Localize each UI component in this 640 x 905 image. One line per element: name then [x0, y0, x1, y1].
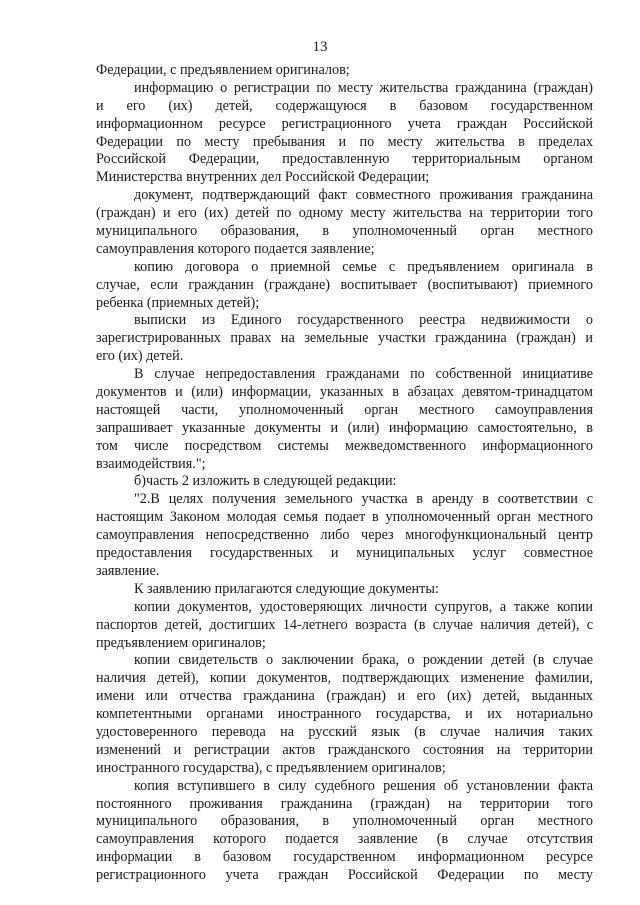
- text-line: имени или отчества гражданина (граждан) и его (их) детей, выданных: [96, 688, 593, 705]
- text-line: компетентными органами иностранного государства, и их нотариально: [96, 706, 593, 723]
- text-line: регистрационного учета граждан Российской Федерации по месту: [96, 867, 593, 884]
- text-line: его (их) детей.: [96, 348, 184, 365]
- text-line: информацию о регистрации по месту жительства гражданина (граждан): [134, 79, 593, 96]
- text-line: паспортов детей, достигших 14-летнего возраста (в случае наличия детей), с: [96, 616, 593, 633]
- text-line: Министерства внутренних дел Российской Федерации;: [96, 169, 430, 186]
- text-line: случае, если гражданин (граждане) воспитывает (воспитывают) приемного: [96, 276, 593, 293]
- page-number: 13: [312, 39, 328, 55]
- text-line: взаимодействия.";: [96, 455, 206, 472]
- text-line: запрашивает указанные документы и (или) информацию самостоятельно, в: [96, 419, 593, 436]
- text-line: документ, подтверждающий факт совместного проживания гражданина: [134, 187, 593, 204]
- text-line: (граждан) и его (их) детей по одному месту жительства на территории того: [96, 205, 593, 222]
- text-line: изменений и регистрации актов гражданского состояния на территории: [96, 741, 593, 758]
- text-line: настоящим Законом молодая семья подает в уполномоченный орган местного: [96, 509, 593, 526]
- text-line: муниципального образования, в уполномоченный орган местного: [96, 813, 593, 830]
- text-line: зарегистрированных правах на земельные участки гражданина (граждан) и: [96, 330, 593, 347]
- text-line: наличия детей), копии документов, подтверждающих изменение фамилии,: [96, 670, 593, 687]
- text-line: копии свидетельств о заключении брака, о рождении детей (в случае: [134, 652, 593, 669]
- text-line: и его (их) детей, содержащуюся в базовом государственном: [96, 97, 593, 114]
- text-line: копии документов, удостоверяющих личности супругов, а также копии: [134, 598, 593, 615]
- text-line: информации в базовом государственном информационном ресурсе: [96, 849, 593, 866]
- text-line: б)часть 2 изложить в следующей редакции:: [134, 473, 397, 490]
- text-line: ребенка (приемных детей);: [96, 294, 260, 311]
- text-line: самоуправления непосредственно либо через многофункциональный центр: [96, 527, 593, 544]
- text-line: Федерации, с предъявлением оригиналов;: [96, 62, 350, 78]
- text-line: самоуправления которого подается заявление;: [96, 240, 375, 257]
- text-line: том числе посредством системы межведомственного информационного: [96, 437, 593, 454]
- text-line: В случае непредоставления гражданами по собственной инициативе: [134, 366, 593, 383]
- text-line: Российской Федерации, предоставленную территориальным органом: [96, 151, 593, 168]
- text-line: заявление.: [96, 562, 160, 579]
- text-line: муниципального образования, в уполномоченный орган местного: [96, 223, 593, 240]
- text-line: постоянного проживания гражданина (граждан) на территории того: [96, 795, 593, 812]
- document-body: [96, 62, 593, 885]
- text-line: иностранного государства), с предъявлением оригиналов;: [96, 759, 446, 776]
- text-line: копия вступившего в силу судебного решения об установлении факта: [134, 777, 593, 794]
- text-line: "2.В целях получения земельного участка в аренду в соответствии с: [134, 491, 593, 508]
- text-line: предъявлением оригиналов;: [96, 634, 266, 651]
- text-line: документов и (или) информации, указанных в абзацах девятом-тринадцатом: [96, 384, 593, 401]
- text-line: удостоверенного перевода на русский язык (в случае наличия таких: [96, 723, 593, 740]
- text-line: К заявлению прилагаются следующие документы:: [134, 580, 439, 597]
- text-line: копию договора о приемной семье с предъявлением оригинала в: [134, 258, 593, 275]
- text-line: предоставления государственных и муниципальных услуг совместное: [96, 545, 593, 562]
- text-line: информационном ресурсе регистрационного учета граждан Российской: [96, 115, 593, 132]
- text-line: выписки из Единого государственного реестра недвижимости о: [134, 312, 593, 329]
- text-line: самоуправления которого подается заявление (в случае отсутствия: [96, 831, 593, 848]
- text-line: Федерации по месту пребывания и по месту жительства в пределах: [96, 133, 593, 150]
- text-line: настоящей части, уполномоченный орган местного самоуправления: [96, 401, 593, 418]
